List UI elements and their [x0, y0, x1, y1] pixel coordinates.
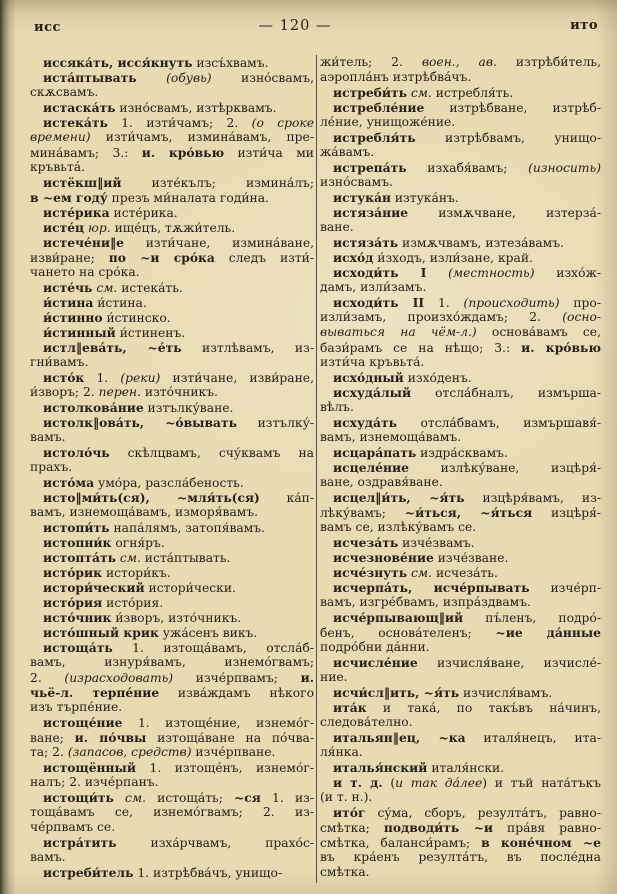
dictionary-line: истёкш‖ий изте́кълъ; измина́лъ; [43, 175, 314, 190]
dictionary-line: истл‖ева́ть, ~е́ть изтлѣвамъ, из- [43, 340, 314, 355]
guide-word-left: исс [34, 20, 61, 35]
dictionary-line: исче́знуть см. исчеза́ть. [333, 565, 498, 580]
dictionary-line: и́стина и́стина. [43, 295, 147, 310]
dictionary-line: истука́н изтука́нъ. [333, 190, 459, 205]
dictionary-line: исто́ма умо́ра, разсла́беность. [43, 475, 244, 490]
dictionary-line: истопни́к огня́ръ. [43, 535, 165, 550]
dictionary-line: вѣлъ. [320, 400, 354, 414]
dictionary-line: исцел‖и́ть, ~я́ть изцѣря́вамъ, из- [333, 490, 601, 505]
dictionary-line: и́зворъ; 2. перен. изто́чникъ. [30, 385, 218, 399]
dictionary-line: ито́г су́ма, сборъ, резулта́тъ, равно- [333, 805, 601, 820]
dictionary-line: вамъ. [30, 850, 66, 864]
dictionary-line: истяза́ние измѫчване, изтерза́- [333, 205, 601, 220]
dictionary-line: истопта́ть см. иста́птывать. [43, 550, 231, 565]
dictionary-line: истолк‖ова́ть, ~о́вывать изтълку́- [43, 415, 314, 430]
dictionary-line: времени) изти́чамъ, измина́вамъ, пре- [30, 130, 314, 144]
dictionary-line: смѣтка; подводи́ть ~и пра́вя равно- [320, 820, 601, 835]
dictionary-line: подро́бни да́нни. [320, 640, 430, 654]
dictionary-line: скѫсвамъ. [30, 85, 99, 99]
dictionary-line: чьё-л. терпе́ние изва́ждамъ нѣкого [30, 685, 314, 700]
dictionary-line: исто‖ми́ть(ся), ~мля́ть(ся) ка́п- [43, 490, 314, 505]
dictionary-line: истребле́ние изтрѣбване, изтрѣб- [333, 100, 601, 115]
dictionary-line: смѣтка. [320, 865, 370, 879]
dictionary-line: исте́ц юр. ище́цъ, тѫжи́тель. [43, 220, 236, 235]
dictionary-line: и́стинный и́стиненъ. [43, 325, 186, 340]
dictionary-line: исхуда́ть отсла́бвамъ, измършавя́- [333, 415, 601, 430]
dictionary-line: бенъ, основа́теленъ; ~ие да́нные [320, 625, 601, 640]
column-divider-rule [316, 55, 317, 883]
dictionary-line: жа́вамъ. [320, 145, 375, 159]
dictionary-line: прахъ. [30, 460, 73, 474]
dictionary-line: вамъ, изгре́бвамъ, изпра́здвамъ. [320, 595, 531, 609]
dictionary-line: ване; и. по́чвы изтоща́ване на по́чва- [30, 730, 314, 745]
dictionary-line: ние. [320, 670, 348, 684]
dictionary-line: исчезнове́ние изче́зване. [333, 550, 509, 565]
dictionary-line: в ~ем году́ презъ ми́налата годи́на. [30, 190, 269, 205]
dictionary-line: та; 2. (запасов, средств) изче́рпване. [30, 745, 276, 759]
dictionary-line: исто́чник и́зворъ, изто́чникъ. [43, 610, 242, 625]
dictionary-line: вамъ, изнемоща́вамъ, изморя́вамъ. [30, 505, 259, 519]
dictionary-line: и т. д. (и так да́лее) и тъй ната́тъкъ [333, 775, 601, 790]
dictionary-line: исто́рия исто́рия. [43, 595, 164, 610]
dictionary-line: и́стинно и́стинско. [43, 310, 171, 325]
dictionary-line: истощи́ть см. истоща́ть; ~ся 1. из- [43, 790, 314, 805]
dictionary-line: (и т. н.). [320, 790, 373, 804]
dictionary-line: гни́вамъ. [30, 355, 89, 369]
dictionary-line: исто́шный крик ужа́сенъ викъ. [43, 625, 258, 640]
dictionary-line: италья́нский италя́нски. [333, 760, 505, 775]
dictionary-line: ле́ние, унищоже́ние. [320, 115, 456, 129]
dictionary-line: исчерпа́ть, исче́рпывать изче́рп- [333, 580, 601, 595]
dictionary-line: ване, оздравя́ване. [320, 475, 443, 489]
dictionary-line: въ кра́енъ резулта́тъ, въ после́дна [320, 850, 601, 864]
dictionary-line: иста́птывать (обувь) изно́свамъ, [43, 70, 314, 85]
dictionary-line: истолкова́ние изтълку́ване. [43, 400, 234, 415]
dictionary-line: истаска́ть изно́свамъ, изтѣрквамъ. [43, 100, 277, 115]
dictionary-line: исчисле́ние изчисля́ване, изчисле́- [333, 655, 601, 670]
dictionary-line: истори́ческий истори́чески. [43, 580, 236, 595]
dictionary-line: истрепа́ть изхабя́вамъ; (износить) [333, 160, 601, 175]
dictionary-line: вамъ, изнемоща́вамъ. [320, 430, 462, 444]
dictionary-line: исчеза́ть изче́звамъ. [333, 535, 475, 550]
dictionary-line: смѣтка, баланси́рамъ; в коне́чном ~е [320, 835, 601, 850]
dictionary-line: истека́ть 1. изти́чамъ; 2. (о сроке [43, 115, 314, 130]
guide-word-right: ито [570, 18, 598, 33]
dictionary-line: исхуда́лый отсла́бналъ, измърша- [333, 385, 601, 400]
dictionary-line: истреби́ть см. истребля́ть. [333, 85, 514, 100]
dictionary-line: тоща́вамъ се, изнемо́гвамъ; 2. из- [30, 805, 314, 819]
page-number: — 120 — [258, 18, 332, 34]
dictionary-line: налъ; 2. изче́рпанъ. [30, 775, 159, 789]
dictionary-line: истяза́ть измѫчвамъ, изтеза́вамъ. [333, 235, 564, 250]
dictionary-line: истоща́ть 1. изтоща́вамъ, отсла́б- [43, 640, 314, 655]
dictionary-line: иссяка́ть, исся́кнуть изсъ́хвамъ. [43, 55, 269, 70]
dictionary-line: итальян‖ец, ~ка италя́нецъ, ита- [333, 730, 601, 745]
dictionary-line: чането на сро́ка. [30, 265, 140, 279]
dictionary-line: истра́тить изха́рчвамъ, прахо́с- [43, 835, 314, 850]
dictionary-line: исчи́сл‖ить, ~я́ть изчисля́вамъ. [333, 685, 553, 700]
dictionary-line: изно́свамъ. [320, 175, 393, 189]
dictionary-line: исцара́пать издра́сквамъ. [333, 445, 508, 460]
dictionary-line: изъ търпе́ние. [30, 700, 123, 714]
dictionary-line: 2. (израсходовать) изче́рпвамъ; и. [30, 670, 314, 685]
dictionary-line: вамъ, изнуря́вамъ, изнемо́гвамъ; [30, 655, 314, 669]
dictionary-line: исхо́д и́зходъ, изли́зане, край. [333, 250, 533, 265]
dictionary-line: истопи́ть напа́лямъ, затопя́вамъ. [43, 520, 266, 535]
dictionary-line: изли́замъ, произхо́ждамъ; 2. (осно- [320, 310, 601, 324]
dictionary-line: аэропла́нъ изтрѣбва́чъ. [320, 70, 472, 84]
dictionary-line: истощённый 1. изтоще́нъ, изнемо́г- [43, 760, 314, 775]
dictionary-line: истреби́тель 1. изтрѣбва́чъ, унищо- [43, 865, 283, 880]
dictionary-line: ване. [320, 220, 354, 234]
dictionary-line: изви́ране; по ~и сро́ка следъ изти́- [30, 250, 315, 265]
dictionary-line: вамъ се, излѣку́вамъ се. [320, 520, 477, 534]
text-columns [30, 55, 602, 885]
dictionary-line: исхо́дный изхо́денъ. [333, 370, 472, 385]
dictionary-line: исто́к 1. (реки) изти́чане, изви́ране, [43, 370, 314, 385]
dictionary-line: мина́вамъ; 3.: и. кро́вью изти́ча ми [30, 145, 314, 160]
dictionary-line: вамъ. [30, 430, 66, 444]
dictionary-line: изти́ча кръвьта́. [320, 355, 425, 369]
dictionary-line: исходи́ть II 1. (происходить) про- [333, 295, 601, 310]
dictionary-line: исче́рпывающ‖ий пъ́ленъ, подро́- [333, 610, 601, 625]
dictionary-line: следова́телно. [320, 715, 413, 729]
dictionary-line: че́рпвамъ се. [30, 820, 116, 834]
dictionary-line: исте́рика исте́рика. [43, 205, 178, 220]
dictionary-line: бази́рамъ се на нѣщо; 3.: и. кро́вью [320, 340, 601, 355]
dictionary-line: дамъ, изли́замъ. [320, 280, 427, 294]
dictionary-line: истребля́ть изтрѣбвамъ, унищо- [333, 130, 601, 145]
dictionary-line: лѣку́вамъ; ~и́ться, ~я́ться изцѣря́- [320, 505, 602, 520]
left-column [30, 55, 314, 885]
dictionary-line: кръвьта́. [30, 160, 86, 174]
dictionary-line: ита́к и така́, по такъ́въ на́чинъ, [333, 700, 601, 715]
right-column [320, 55, 601, 885]
dictionary-line: исте́чь см. истека́ть. [43, 280, 183, 295]
dictionary-line: истоло́чь скѣлцвамъ, счу́квамъ на [43, 445, 314, 460]
dictionary-line: истече́ни‖е изти́чане, измина́ване, [43, 235, 314, 250]
dictionary-line: исходи́ть I (местность) изхо́ж- [333, 265, 601, 280]
dictionary-line: ля́нка. [320, 745, 363, 759]
dictionary-line: истоще́ние 1. изтоще́ние, изнемо́г- [43, 715, 314, 730]
dictionary-line: вываться на чём-л.) основа́вамъ се, [320, 325, 601, 339]
dictionary-line: исцеле́ние излѣку́ване, изцѣря́- [333, 460, 601, 475]
page-header [32, 18, 598, 36]
dictionary-line: жи́тель; 2. воен., ав. изтрѣби́тель, [320, 55, 602, 69]
dictionary-line: исто́рик истори́къ. [43, 565, 171, 580]
